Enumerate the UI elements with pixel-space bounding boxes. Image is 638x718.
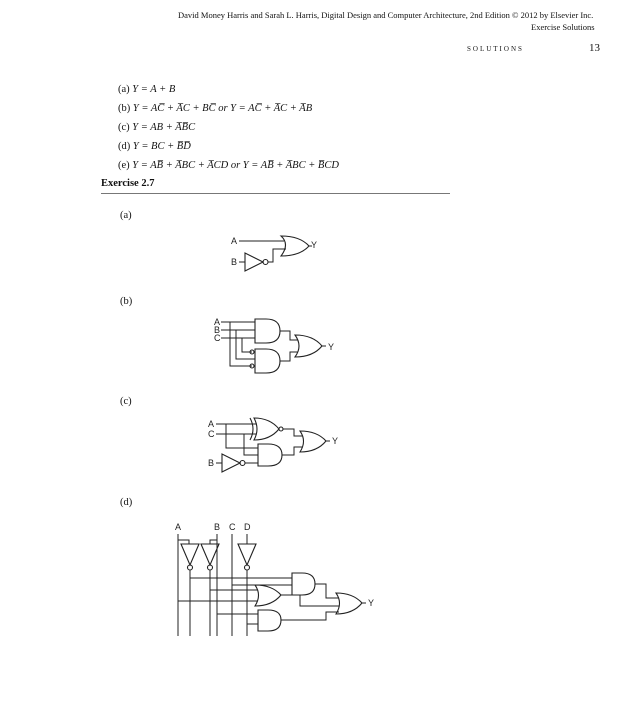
circuit-d-input-B: B [214, 522, 221, 532]
part-b-label: (b) [120, 296, 133, 307]
circuit-d [175, 522, 374, 636]
circuit-c-xnor-gate [254, 418, 279, 440]
circuit-a [231, 236, 317, 271]
equation-d-text: Y = BC + B̅D̅ [132, 141, 191, 152]
circuit-c-input-C: C [208, 429, 215, 439]
circuit-b-and-gate-bottom [255, 349, 280, 373]
circuit-c-and-gate [258, 444, 282, 466]
part-d-label: (d) [120, 497, 133, 508]
equation-b-text: Y = AC̅ + A̅C + BC̅ or Y = AC̅ + A̅C + A̅B [132, 103, 313, 114]
circuit-d-not-a [181, 544, 199, 565]
equation-e: (e) Y = AB̅ + A̅BC + A̅CD or Y = AB̅ + A̅BC + B̅CD [118, 160, 339, 171]
circuit-d-and-gate-top [292, 573, 315, 595]
header-subtitle: Exercise Solutions [531, 22, 595, 32]
circuit-d-not-d [238, 544, 256, 565]
equation-a-text: Y = A + B [132, 84, 176, 95]
circuit-d-and-gate-bottom [258, 610, 281, 631]
part-a-label: (a) [120, 210, 132, 221]
circuit-d-not-b [201, 544, 219, 565]
circuit-c-xor-back-curve [250, 418, 253, 440]
circuit-d-input-C: C [229, 522, 236, 532]
exercise-title: Exercise 2.7 [101, 178, 155, 189]
circuit-b-input-C: C [214, 333, 221, 343]
equation-b: (b) Y = AC̅ + A̅C + BC̅ or Y = AC̅ + A̅C + A̅B [118, 103, 313, 114]
circuit-c-input-A: A [208, 419, 215, 429]
circuit-d-or-gate-middle [255, 585, 281, 606]
circuit-c-or-gate [300, 431, 326, 452]
circuit-d-input-A: A [175, 522, 182, 532]
circuit-b [214, 317, 334, 373]
circuit-a-input-A: A [231, 236, 238, 246]
equation-c-text: Y = AB + A̅B̅C [132, 122, 196, 133]
section-label: SOLUTIONS [467, 45, 524, 53]
equation-d: (d) Y = BC + B̅D̅ [118, 141, 191, 152]
equation-a: (a) Y = A + B [118, 84, 176, 95]
circuit-b-or-gate [295, 335, 322, 357]
circuit-b-input-B: B [214, 325, 221, 335]
page-number: 13 [589, 42, 600, 54]
circuit-c-input-B: B [208, 458, 215, 468]
circuit-c-output-Y: Y [332, 436, 339, 446]
circuit-d-input-D: D [244, 522, 251, 532]
equation-e-text: Y = AB̅ + A̅BC + A̅CD or Y = AB̅ + A̅BC + B̅CD [132, 160, 339, 171]
circuit-c [208, 418, 338, 472]
circuit-a-not-gate [245, 253, 263, 271]
circuit-a-input-B: B [231, 257, 238, 267]
circuit-c-not-gate [222, 454, 240, 472]
circuit-d-output-Y: Y [368, 598, 375, 608]
circuit-a-output-Y: Y [311, 240, 318, 250]
circuit-b-output-Y: Y [328, 342, 335, 352]
circuit-d-or-gate-final [336, 593, 362, 614]
part-c-label: (c) [120, 396, 132, 407]
circuit-a-or-gate [281, 236, 309, 256]
equation-c: (c) Y = AB + A̅B̅C [118, 122, 196, 133]
circuit-b-and-gate-top [255, 319, 280, 343]
header-credit: David Money Harris and Sarah L. Harris, Digital Design and Computer Architecture, 2nd Edition © 2012 by Elsevier Inc. [178, 10, 594, 20]
circuit-b-input-A: A [214, 317, 221, 327]
